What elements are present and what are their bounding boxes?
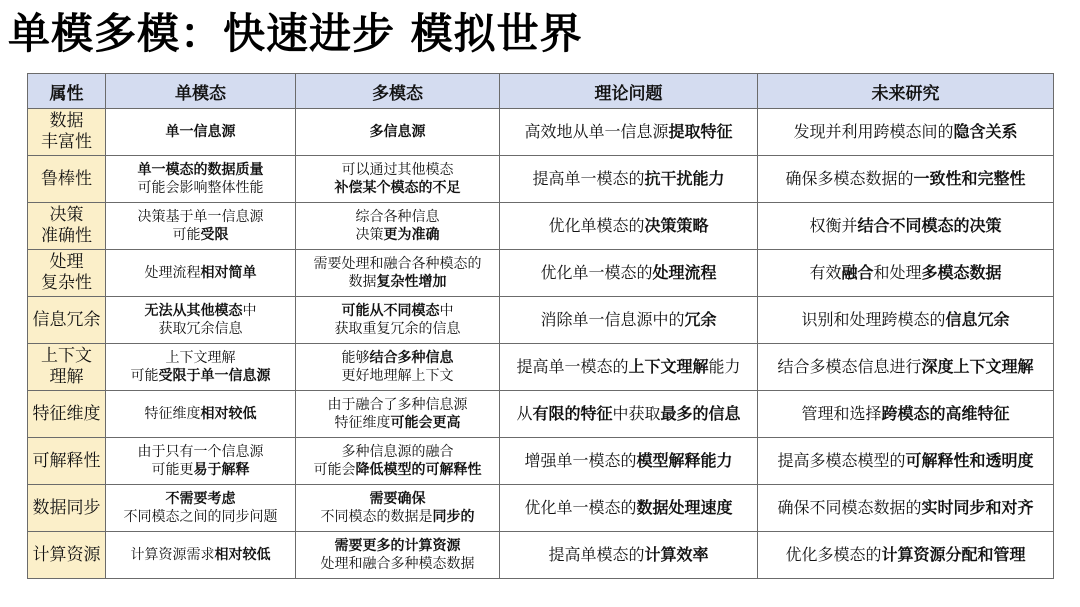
- research-cell: [758, 297, 1054, 344]
- unimodal-cell: [106, 203, 296, 250]
- cell-line: [298, 443, 497, 461]
- cell-line: [108, 226, 293, 244]
- cell-line: [298, 367, 497, 385]
- cell-line: [760, 216, 1051, 236]
- emphasis-text: 处理流程: [652, 263, 717, 282]
- cell-text: 消除单一信息源中的: [540, 310, 685, 329]
- emphasis-text: 无法从其他模态: [144, 303, 243, 319]
- attribute-label: 处理: [49, 252, 84, 272]
- unimodal-cell: [106, 109, 296, 156]
- theory-cell: [500, 297, 758, 344]
- cell-text: 数据: [348, 274, 377, 290]
- cell-line: [298, 208, 497, 226]
- cell-line: [502, 216, 755, 236]
- cell-text: 可能会影响整体性能: [137, 180, 264, 196]
- emphasis-text: 结合不同模态的决策: [857, 216, 1002, 235]
- table-row: [28, 156, 1054, 203]
- attribute-cell: [28, 109, 106, 156]
- header-attribute: 属性: [28, 74, 106, 109]
- cell-text: 识别和处理跨模态的: [801, 310, 946, 329]
- attribute-cell: [28, 485, 106, 532]
- cell-text: 确保多模态数据的: [785, 169, 914, 188]
- table-row: [28, 438, 1054, 485]
- research-cell: [758, 391, 1054, 438]
- emphasis-text: 数据处理速度: [636, 498, 733, 517]
- theory-cell: [500, 203, 758, 250]
- cell-line: [108, 349, 293, 367]
- emphasis-text: 跨模态的高维特征: [881, 404, 1010, 423]
- emphasis-text: 相对简单: [200, 265, 257, 281]
- attribute-cell: [28, 438, 106, 485]
- cell-line: [760, 310, 1051, 330]
- emphasis-text: 可能会更高: [390, 415, 461, 431]
- cell-line: [298, 161, 497, 179]
- cell-line: [760, 169, 1051, 189]
- comparison-table: [27, 73, 1054, 579]
- theory-cell: [500, 485, 758, 532]
- attribute-label: 计算资源: [32, 544, 101, 565]
- cell-text: 能够: [341, 350, 370, 366]
- emphasis-text: 同步的: [432, 509, 475, 525]
- unimodal-cell: [106, 250, 296, 297]
- cell-text: 综合各种信息: [355, 209, 440, 225]
- cell-text: 增强单一模态的: [524, 451, 637, 470]
- emphasis-text: 多信息源: [369, 124, 426, 140]
- cell-line: [298, 414, 497, 432]
- attribute-label: 上下文: [41, 346, 92, 366]
- emphasis-text: 深度上下文理解: [921, 357, 1034, 376]
- attribute-label: 可解释性: [32, 450, 101, 471]
- theory-cell: [500, 532, 758, 579]
- cell-text: 确保不同模态数据的: [777, 498, 922, 517]
- cell-text: 提高单模态的: [548, 545, 645, 564]
- attribute-label: 鲁棒性: [41, 168, 92, 189]
- emphasis-text: 多模态数据: [921, 263, 1002, 282]
- emphasis-text: 计算效率: [644, 545, 709, 564]
- cell-line: [108, 405, 293, 423]
- unimodal-cell: [106, 485, 296, 532]
- cell-line: [502, 169, 755, 189]
- unimodal-cell: [106, 532, 296, 579]
- cell-line: [298, 396, 497, 414]
- unimodal-cell: [106, 344, 296, 391]
- emphasis-text: 易于解释: [193, 462, 250, 478]
- cell-text: 可能会: [313, 462, 356, 478]
- cell-line: [108, 208, 293, 226]
- cell-line: [298, 320, 497, 338]
- cell-text: 管理和选择: [801, 404, 882, 423]
- emphasis-text: 单一信息源: [165, 124, 236, 140]
- emphasis-text: 需要确保: [369, 491, 426, 507]
- table-row: [28, 250, 1054, 297]
- cell-line: [108, 490, 293, 508]
- emphasis-text: 受限: [200, 227, 229, 243]
- cell-line: [502, 545, 755, 565]
- page-title: 单模多模：快速进步 模拟世界: [8, 9, 583, 58]
- cell-text: 计算资源需求: [130, 547, 215, 563]
- multimodal-cell: [296, 344, 500, 391]
- cell-line: [298, 461, 497, 479]
- attribute-label: 信息冗余: [32, 309, 101, 330]
- emphasis-text: 可解释性和透明度: [905, 451, 1034, 470]
- cell-text: 中: [242, 303, 257, 319]
- multimodal-cell: [296, 485, 500, 532]
- emphasis-text: 决策策略: [644, 216, 709, 235]
- attribute-cell: [28, 532, 106, 579]
- emphasis-text: 信息冗余: [945, 310, 1010, 329]
- cell-text: 不同模态的数据是: [320, 509, 433, 525]
- multimodal-cell: [296, 297, 500, 344]
- cell-line: [298, 273, 497, 291]
- attribute-label: 决策: [49, 205, 84, 225]
- emphasis-text: 上下文理解: [628, 357, 709, 376]
- unimodal-cell: [106, 156, 296, 203]
- theory-cell: [500, 438, 758, 485]
- cell-text: 不同模态之间的同步问题: [123, 509, 278, 525]
- cell-line: [502, 122, 755, 142]
- cell-text: 需要处理和融合各种模态的: [313, 256, 482, 272]
- emphasis-text: 提取特征: [668, 122, 733, 141]
- cell-line: [108, 443, 293, 461]
- table-row: [28, 297, 1054, 344]
- cell-line: [298, 255, 497, 273]
- emphasis-text: 冗余: [684, 310, 717, 329]
- cell-line: [108, 161, 293, 179]
- cell-line: [760, 545, 1051, 565]
- cell-line: [760, 451, 1051, 471]
- attribute-label: 理解: [49, 367, 84, 387]
- cell-line: [108, 179, 293, 197]
- table-row: [28, 391, 1054, 438]
- cell-text: 多种信息源的融合: [341, 444, 454, 460]
- cell-line: [108, 320, 293, 338]
- cell-text: 和处理: [873, 263, 922, 282]
- cell-text: 权衡并: [809, 216, 858, 235]
- cell-line: [502, 498, 755, 518]
- cell-line: [298, 555, 497, 573]
- research-cell: [758, 109, 1054, 156]
- theory-cell: [500, 109, 758, 156]
- attribute-cell: [28, 391, 106, 438]
- cell-text: 特征维度: [144, 406, 201, 422]
- cell-text: 优化单一模态的: [540, 263, 653, 282]
- multimodal-cell: [296, 156, 500, 203]
- attribute-cell: [28, 203, 106, 250]
- cell-line: [298, 226, 497, 244]
- cell-line: [502, 357, 755, 377]
- cell-text: 可能: [130, 368, 159, 384]
- cell-text: 获取重复冗余的信息: [334, 321, 461, 337]
- cell-line: [760, 404, 1051, 424]
- header-row: [28, 74, 1054, 109]
- cell-line: [298, 349, 497, 367]
- research-cell: [758, 344, 1054, 391]
- attribute-cell: [28, 156, 106, 203]
- cell-text: 提高单一模态的: [532, 169, 645, 188]
- cell-text: 提高单一模态的: [516, 357, 629, 376]
- cell-text: 有效: [809, 263, 842, 282]
- emphasis-text: 复杂性增加: [376, 274, 447, 290]
- emphasis-text: 实时同步和对齐: [921, 498, 1034, 517]
- emphasis-text: 有限的特征: [532, 404, 613, 423]
- cell-text: 结合多模态信息进行: [777, 357, 922, 376]
- cell-text: 更好地理解上下文: [341, 368, 454, 384]
- cell-text: 发现并利用跨模态间的: [793, 122, 954, 141]
- table-row: [28, 532, 1054, 579]
- cell-text: 中: [439, 303, 454, 319]
- cell-line: [298, 179, 497, 197]
- emphasis-text: 融合: [841, 263, 874, 282]
- table-body: [28, 109, 1054, 579]
- header-future-research: 未来研究: [758, 74, 1054, 109]
- attribute-cell: [28, 344, 106, 391]
- theory-cell: [500, 250, 758, 297]
- cell-line: [108, 264, 293, 282]
- cell-line: [108, 302, 293, 320]
- cell-text: 由于融合了多种信息源: [327, 397, 468, 413]
- cell-text: 决策基于单一信息源: [137, 209, 264, 225]
- theory-cell: [500, 391, 758, 438]
- table-row: [28, 344, 1054, 391]
- research-cell: [758, 438, 1054, 485]
- cell-text: 处理流程: [144, 265, 201, 281]
- cell-line: [760, 263, 1051, 283]
- cell-text: 可能: [172, 227, 201, 243]
- cell-text: 中获取: [612, 404, 661, 423]
- cell-text: 决策: [355, 227, 384, 243]
- cell-line: [108, 508, 293, 526]
- cell-line: [108, 123, 293, 141]
- cell-text: 特征维度: [334, 415, 391, 431]
- emphasis-text: 单一模态的数据质量: [137, 162, 264, 178]
- cell-text: 上下文理解: [165, 350, 236, 366]
- cell-text: 能力: [708, 357, 741, 376]
- emphasis-text: 最多的信息: [660, 404, 741, 423]
- theory-cell: [500, 344, 758, 391]
- emphasis-text: 抗干扰能力: [644, 169, 725, 188]
- multimodal-cell: [296, 532, 500, 579]
- cell-line: [298, 302, 497, 320]
- table-row: [28, 485, 1054, 532]
- research-cell: [758, 156, 1054, 203]
- cell-text: 提高多模态模型的: [777, 451, 906, 470]
- header-theory-issues: 理论问题: [500, 74, 758, 109]
- emphasis-text: 模型解释能力: [636, 451, 733, 470]
- attribute-label: 特征维度: [32, 403, 101, 424]
- cell-line: [108, 367, 293, 385]
- cell-line: [298, 537, 497, 555]
- unimodal-cell: [106, 297, 296, 344]
- emphasis-text: 不需要考虑: [165, 491, 236, 507]
- header-unimodal: 单模态: [106, 74, 296, 109]
- attribute-cell: [28, 297, 106, 344]
- cell-text: 从: [516, 404, 533, 423]
- multimodal-cell: [296, 438, 500, 485]
- cell-text: 可以通过其他模态: [341, 162, 454, 178]
- cell-text: 可能更: [151, 462, 194, 478]
- unimodal-cell: [106, 438, 296, 485]
- emphasis-text: 结合多种信息: [369, 350, 454, 366]
- research-cell: [758, 532, 1054, 579]
- cell-line: [502, 451, 755, 471]
- attribute-label: 数据: [49, 111, 84, 131]
- emphasis-text: 降低模型的可解释性: [355, 462, 482, 478]
- cell-line: [760, 122, 1051, 142]
- multimodal-cell: [296, 391, 500, 438]
- attribute-label: 复杂性: [41, 273, 92, 293]
- multimodal-cell: [296, 250, 500, 297]
- cell-text: 优化单模态的: [548, 216, 645, 235]
- cell-line: [760, 357, 1051, 377]
- cell-line: [298, 490, 497, 508]
- multimodal-cell: [296, 203, 500, 250]
- attribute-label: 准确性: [41, 226, 92, 246]
- cell-line: [108, 546, 293, 564]
- emphasis-text: 受限于单一信息源: [158, 368, 271, 384]
- cell-line: [108, 461, 293, 479]
- emphasis-text: 相对较低: [214, 547, 271, 563]
- cell-text: 处理和融合多种模态数据: [320, 556, 475, 572]
- emphasis-text: 隐含关系: [953, 122, 1018, 141]
- attribute-label: 丰富性: [41, 132, 92, 152]
- attribute-cell: [28, 250, 106, 297]
- cell-text: 优化单一模态的: [524, 498, 637, 517]
- cell-line: [502, 404, 755, 424]
- cell-line: [760, 498, 1051, 518]
- cell-text: 由于只有一个信息源: [137, 444, 264, 460]
- cell-line: [502, 263, 755, 283]
- emphasis-text: 补偿某个模态的不足: [334, 180, 461, 196]
- header-multimodal: 多模态: [296, 74, 500, 109]
- table-row: [28, 203, 1054, 250]
- table-row: [28, 109, 1054, 156]
- emphasis-text: 一致性和完整性: [913, 169, 1026, 188]
- emphasis-text: 计算资源分配和管理: [881, 545, 1026, 564]
- cell-line: [502, 310, 755, 330]
- cell-line: [298, 508, 497, 526]
- theory-cell: [500, 156, 758, 203]
- emphasis-text: 需要更多的计算资源: [334, 538, 461, 554]
- cell-line: [298, 123, 497, 141]
- multimodal-cell: [296, 109, 500, 156]
- unimodal-cell: [106, 391, 296, 438]
- emphasis-text: 更为准确: [383, 227, 440, 243]
- emphasis-text: 相对较低: [200, 406, 257, 422]
- emphasis-text: 可能从不同模态: [341, 303, 440, 319]
- research-cell: [758, 203, 1054, 250]
- cell-text: 高效地从单一信息源: [524, 122, 669, 141]
- cell-text: 优化多模态的: [785, 545, 882, 564]
- attribute-label: 数据同步: [32, 497, 101, 518]
- research-cell: [758, 485, 1054, 532]
- research-cell: [758, 250, 1054, 297]
- cell-text: 获取冗余信息: [158, 321, 243, 337]
